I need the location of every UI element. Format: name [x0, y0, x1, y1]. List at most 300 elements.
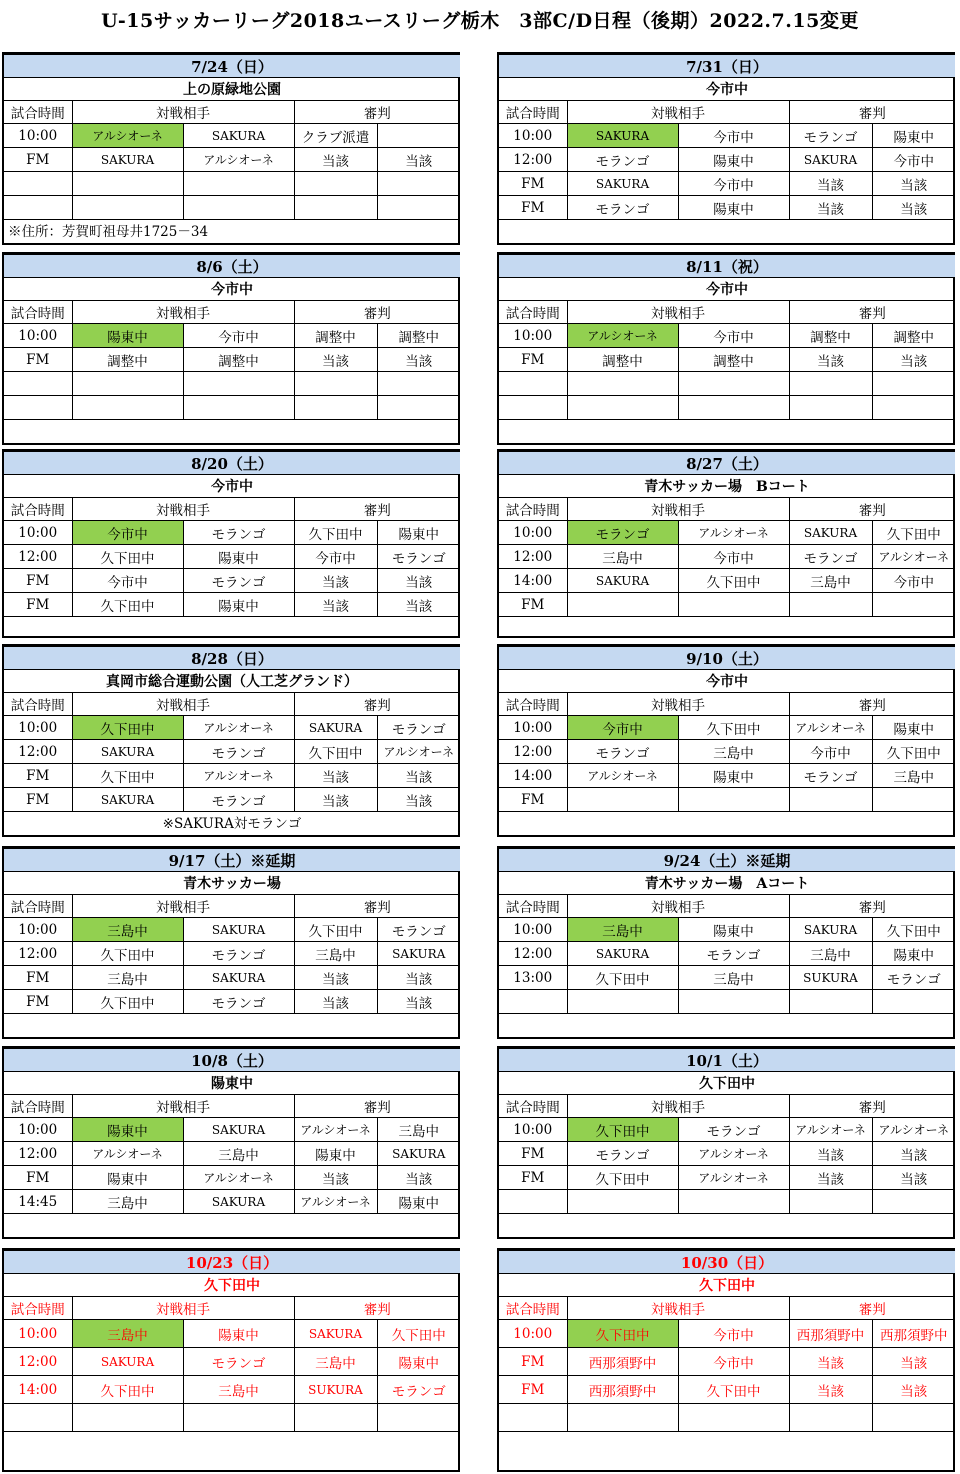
time-header: 試合時間 [4, 1095, 72, 1118]
referee-cell-2 [872, 1190, 955, 1214]
time-cell: 14:45 [4, 1190, 72, 1214]
home-team-cell: 久下田中 [567, 1166, 678, 1190]
time-cell: 10:00 [4, 1320, 72, 1348]
opponents-header: 対戦相手 [72, 101, 294, 124]
referee-cell-1 [789, 990, 872, 1014]
time-cell: FM [4, 569, 72, 593]
match-date: 8/20（土） [4, 452, 460, 475]
referee-cell-2: 久下田中 [872, 740, 955, 764]
time-cell: FM [4, 966, 72, 990]
note-row [499, 1014, 955, 1035]
referee-cell-1: SAKURA [789, 521, 872, 545]
time-cell [499, 990, 567, 1014]
away-team-cell: 久下田中 [678, 716, 789, 740]
table-row [4, 148, 460, 172]
venue-name: 今市中 [499, 78, 955, 101]
referee-cell-2: 当該 [377, 593, 460, 617]
home-team-cell: 久下田中 [567, 1118, 678, 1142]
home-team-cell [567, 1190, 678, 1214]
away-team-cell [678, 788, 789, 812]
away-team-cell: SAKURA [183, 1190, 294, 1214]
schedule-block [2, 1248, 460, 1472]
away-team-cell: アルシオーネ [678, 1142, 789, 1166]
table-row [499, 1376, 955, 1404]
referee-cell-1: モランゴ [789, 545, 872, 569]
away-team-cell: 陽東中 [678, 918, 789, 942]
time-cell: 10:00 [499, 1320, 567, 1348]
table-row [499, 348, 955, 372]
home-team-cell: 久下田中 [72, 1376, 183, 1404]
referee-cell-1: 当該 [294, 348, 377, 372]
away-team-cell: SAKURA [183, 966, 294, 990]
referee-cell-2 [872, 1404, 955, 1432]
table-row [4, 348, 460, 372]
referee-header: 審判 [294, 895, 460, 918]
table-row [4, 396, 460, 420]
match-date: 10/8（土） [4, 1049, 460, 1072]
away-team-cell: 久下田中 [678, 569, 789, 593]
match-date: 8/6（土） [4, 255, 460, 278]
referee-cell-2: アルシオーネ [872, 545, 955, 569]
venue-name: 久下田中 [499, 1072, 955, 1095]
referee-cell-2: 三島中 [377, 1118, 460, 1142]
home-team-cell: 久下田中 [72, 942, 183, 966]
away-team-cell: 三島中 [678, 966, 789, 990]
home-team-cell: モランゴ [567, 148, 678, 172]
note-row [499, 812, 955, 833]
match-date: 10/30（日） [499, 1251, 955, 1274]
referee-cell-1: 当該 [789, 348, 872, 372]
referee-cell-1: 当該 [789, 196, 872, 220]
away-team-cell: 今市中 [678, 172, 789, 196]
referee-cell-2: 今市中 [872, 148, 955, 172]
referee-cell-2: アルシオーネ [377, 740, 460, 764]
home-team-cell [567, 1404, 678, 1432]
time-cell: 10:00 [4, 716, 72, 740]
venue-name: 青木サッカー場 Bコート [499, 475, 955, 498]
home-team-cell: SAKURA [72, 740, 183, 764]
away-team-cell [678, 1190, 789, 1214]
home-team-cell: 三島中 [72, 966, 183, 990]
home-team-cell: 西那須野中 [567, 1348, 678, 1376]
opponents-header: 対戦相手 [567, 498, 789, 521]
schedule-block [2, 52, 460, 245]
away-team-cell: アルシオーネ [183, 1166, 294, 1190]
time-cell: 12:00 [499, 545, 567, 569]
home-team-cell: 久下田中 [72, 764, 183, 788]
table-row [499, 593, 955, 617]
referee-cell-2: 当該 [872, 172, 955, 196]
home-team-cell: アルシオーネ [72, 124, 183, 148]
referee-cell-1: SUKURA [789, 966, 872, 990]
table-row [4, 716, 460, 740]
referee-cell-2: SAKURA [377, 1142, 460, 1166]
table-row [4, 788, 460, 812]
referee-header: 審判 [789, 101, 955, 124]
time-cell: 10:00 [499, 124, 567, 148]
referee-cell-1: 三島中 [789, 942, 872, 966]
time-cell [499, 1190, 567, 1214]
referee-cell-2 [872, 593, 955, 617]
table-row [4, 740, 460, 764]
time-cell: 10:00 [4, 1118, 72, 1142]
home-team-cell [567, 788, 678, 812]
schedule-block [2, 252, 460, 445]
home-team-cell: 三島中 [72, 1320, 183, 1348]
schedule-block [497, 52, 955, 245]
note-row [499, 1214, 955, 1235]
time-cell: 12:00 [4, 1142, 72, 1166]
table-row [4, 918, 460, 942]
time-cell: 12:00 [4, 942, 72, 966]
referee-cell-2: 西那須野中 [872, 1320, 955, 1348]
referee-header: 審判 [789, 895, 955, 918]
note-row: ※SAKURA対モランゴ [4, 812, 460, 833]
home-team-cell: SAKURA [72, 148, 183, 172]
referee-cell-1: 当該 [789, 1166, 872, 1190]
referee-cell-1: 三島中 [294, 1348, 377, 1376]
home-team-cell: モランゴ [567, 521, 678, 545]
referee-cell-1 [789, 788, 872, 812]
table-row [499, 1142, 955, 1166]
table-row [499, 764, 955, 788]
away-team-cell [183, 1404, 294, 1432]
referee-cell-2: 当該 [377, 788, 460, 812]
referee-cell-2: 陽東中 [872, 716, 955, 740]
time-cell: FM [4, 148, 72, 172]
table-row [499, 1404, 955, 1432]
time-header: 試合時間 [4, 693, 72, 716]
home-team-cell: 久下田中 [567, 1320, 678, 1348]
away-team-cell: 調整中 [678, 348, 789, 372]
time-cell: 10:00 [4, 918, 72, 942]
referee-cell-2 [377, 372, 460, 396]
referee-cell-2: 久下田中 [872, 918, 955, 942]
table-row [4, 569, 460, 593]
away-team-cell: 陽東中 [678, 196, 789, 220]
referee-cell-2: 当該 [377, 148, 460, 172]
referee-cell-1: SAKURA [294, 716, 377, 740]
referee-cell-2: 調整中 [872, 324, 955, 348]
opponents-header: 対戦相手 [567, 1095, 789, 1118]
home-team-cell [72, 172, 183, 196]
home-team-cell: 久下田中 [72, 593, 183, 617]
away-team-cell: 今市中 [678, 1348, 789, 1376]
away-team-cell: 今市中 [678, 545, 789, 569]
note-row [499, 1432, 955, 1453]
home-team-cell: 久下田中 [72, 716, 183, 740]
time-cell: FM [4, 1166, 72, 1190]
home-team-cell: 西那須野中 [567, 1376, 678, 1404]
referee-cell-2: 当該 [377, 764, 460, 788]
referee-cell-1 [294, 196, 377, 220]
opponents-header: 対戦相手 [567, 693, 789, 716]
table-row [499, 196, 955, 220]
referee-cell-2 [377, 124, 460, 148]
referee-cell-1 [294, 172, 377, 196]
time-cell: FM [499, 172, 567, 196]
away-team-cell: モランゴ [183, 569, 294, 593]
table-row [4, 124, 460, 148]
referee-cell-1: 三島中 [294, 942, 377, 966]
time-cell: FM [499, 1142, 567, 1166]
away-team-cell: モランゴ [678, 1118, 789, 1142]
time-cell: 14:00 [4, 1376, 72, 1404]
match-date: 10/1（土） [499, 1049, 955, 1072]
away-team-cell: 三島中 [678, 740, 789, 764]
table-row [499, 148, 955, 172]
referee-cell-1 [294, 372, 377, 396]
referee-cell-2: モランゴ [377, 1376, 460, 1404]
table-row [499, 569, 955, 593]
time-cell: 10:00 [4, 521, 72, 545]
away-team-cell: 三島中 [183, 1376, 294, 1404]
venue-name: 今市中 [499, 278, 955, 301]
time-cell: FM [499, 788, 567, 812]
referee-cell-1: 当該 [294, 148, 377, 172]
table-row [499, 918, 955, 942]
time-cell [4, 396, 72, 420]
note-row [4, 1214, 460, 1235]
time-cell [4, 1404, 72, 1432]
referee-cell-1: 当該 [294, 990, 377, 1014]
referee-cell-2: 陽東中 [872, 124, 955, 148]
table-row [499, 124, 955, 148]
away-team-cell [183, 196, 294, 220]
referee-cell-1: モランゴ [789, 124, 872, 148]
referee-cell-1: クラブ派遣 [294, 124, 377, 148]
match-date: 9/24（土）※延期 [499, 849, 955, 872]
time-header: 試合時間 [499, 498, 567, 521]
table-row [499, 1320, 955, 1348]
time-cell: FM [499, 1348, 567, 1376]
referee-cell-2: 当該 [872, 1166, 955, 1190]
home-team-cell: 陽東中 [72, 1166, 183, 1190]
table-row [4, 990, 460, 1014]
table-row [499, 521, 955, 545]
away-team-cell: アルシオーネ [183, 716, 294, 740]
time-header: 試合時間 [4, 301, 72, 324]
home-team-cell [72, 1404, 183, 1432]
match-date: 9/10（土） [499, 647, 955, 670]
away-team-cell [183, 372, 294, 396]
home-team-cell: 三島中 [567, 545, 678, 569]
referee-cell-1: 当該 [789, 1376, 872, 1404]
away-team-cell: モランゴ [183, 740, 294, 764]
referee-cell-1: 調整中 [294, 324, 377, 348]
page-title: U-15サッカーリーグ2018ユースリーグ栃木 3部C/D日程（後期）2022.7.15変更 [101, 10, 859, 32]
home-team-cell: 陽東中 [72, 1118, 183, 1142]
referee-cell-2: 当該 [377, 966, 460, 990]
home-team-cell: SAKURA [567, 124, 678, 148]
table-row [499, 545, 955, 569]
referee-header: 審判 [789, 693, 955, 716]
venue-name: 青木サッカー場 [4, 872, 460, 895]
away-team-cell: 陽東中 [183, 545, 294, 569]
home-team-cell: モランゴ [567, 740, 678, 764]
venue-name: 今市中 [499, 670, 955, 693]
referee-cell-2: 陽東中 [872, 942, 955, 966]
referee-cell-1: 今市中 [294, 545, 377, 569]
table-row [499, 1190, 955, 1214]
time-cell [499, 396, 567, 420]
match-date: 10/23（日） [4, 1251, 460, 1274]
away-team-cell: モランゴ [183, 942, 294, 966]
away-team-cell [183, 172, 294, 196]
time-cell: 10:00 [4, 124, 72, 148]
table-row [4, 372, 460, 396]
referee-cell-2 [377, 396, 460, 420]
table-row [4, 196, 460, 220]
home-team-cell: モランゴ [567, 1142, 678, 1166]
away-team-cell: 陽東中 [183, 1320, 294, 1348]
referee-cell-1: 久下田中 [294, 521, 377, 545]
time-cell: 12:00 [499, 942, 567, 966]
table-row [4, 1376, 460, 1404]
time-cell: FM [4, 593, 72, 617]
referee-cell-2: 当該 [872, 348, 955, 372]
referee-cell-2: 当該 [377, 348, 460, 372]
schedule-block [2, 846, 460, 1039]
referee-cell-1: 調整中 [789, 324, 872, 348]
time-cell: 12:00 [499, 740, 567, 764]
referee-cell-2: 当該 [872, 1142, 955, 1166]
home-team-cell: 三島中 [72, 1190, 183, 1214]
referee-cell-2: モランゴ [377, 918, 460, 942]
match-date: 8/27（土） [499, 452, 955, 475]
table-row [499, 324, 955, 348]
away-team-cell: アルシオーネ [678, 1166, 789, 1190]
time-header: 試合時間 [4, 895, 72, 918]
away-team-cell [678, 990, 789, 1014]
time-cell: FM [4, 764, 72, 788]
home-team-cell [72, 396, 183, 420]
time-cell: FM [499, 1166, 567, 1190]
venue-name: 上の原緑地公園 [4, 78, 460, 101]
match-date: 7/31（日） [499, 55, 955, 78]
home-team-cell: 三島中 [567, 918, 678, 942]
table-row [4, 521, 460, 545]
away-team-cell: モランゴ [183, 521, 294, 545]
table-row [499, 396, 955, 420]
away-team-cell: 今市中 [678, 124, 789, 148]
schedule-block [497, 846, 955, 1039]
referee-header: 審判 [294, 693, 460, 716]
time-cell: 10:00 [499, 918, 567, 942]
referee-cell-2: 久下田中 [377, 1320, 460, 1348]
time-cell: 10:00 [499, 324, 567, 348]
away-team-cell: 今市中 [183, 324, 294, 348]
home-team-cell: 陽東中 [72, 324, 183, 348]
table-row [4, 1118, 460, 1142]
away-team-cell: モランゴ [183, 788, 294, 812]
match-date: 8/28（日） [4, 647, 460, 670]
home-team-cell: アルシオーネ [567, 324, 678, 348]
away-team-cell: SAKURA [183, 124, 294, 148]
away-team-cell: 調整中 [183, 348, 294, 372]
referee-cell-2: 当該 [872, 196, 955, 220]
away-team-cell: SAKURA [183, 1118, 294, 1142]
referee-cell-2 [872, 372, 955, 396]
time-cell: 14:00 [499, 569, 567, 593]
home-team-cell: 調整中 [567, 348, 678, 372]
time-cell: 13:00 [499, 966, 567, 990]
time-cell: FM [499, 196, 567, 220]
table-row [4, 545, 460, 569]
match-date: 9/17（土）※延期 [4, 849, 460, 872]
note-row [499, 420, 955, 441]
schedule-block [497, 1046, 955, 1239]
time-header: 試合時間 [4, 1297, 72, 1320]
referee-cell-2 [377, 1404, 460, 1432]
table-row [499, 172, 955, 196]
referee-cell-1: 当該 [294, 788, 377, 812]
opponents-header: 対戦相手 [567, 895, 789, 918]
away-team-cell: 陽東中 [678, 764, 789, 788]
note-row [499, 617, 955, 638]
referee-cell-1: アルシオーネ [789, 1118, 872, 1142]
note-row [4, 617, 460, 638]
home-team-cell: アルシオーネ [567, 764, 678, 788]
referee-cell-1: SUKURA [294, 1376, 377, 1404]
opponents-header: 対戦相手 [72, 1297, 294, 1320]
referee-header: 審判 [294, 1095, 460, 1118]
referee-header: 審判 [294, 301, 460, 324]
referee-header: 審判 [789, 498, 955, 521]
home-team-cell: 久下田中 [72, 990, 183, 1014]
referee-cell-2: 当該 [377, 1166, 460, 1190]
time-header: 試合時間 [4, 101, 72, 124]
opponents-header: 対戦相手 [567, 1297, 789, 1320]
venue-name: 青木サッカー場 Aコート [499, 872, 955, 895]
time-cell: 10:00 [499, 1118, 567, 1142]
referee-cell-2: 陽東中 [377, 1348, 460, 1376]
home-team-cell: 三島中 [72, 918, 183, 942]
venue-name: 陽東中 [4, 1072, 460, 1095]
away-team-cell: 今市中 [678, 324, 789, 348]
referee-cell-1: アルシオーネ [294, 1190, 377, 1214]
away-team-cell: 今市中 [678, 1320, 789, 1348]
referee-cell-1: SAKURA [294, 1320, 377, 1348]
home-team-cell: モランゴ [567, 196, 678, 220]
referee-cell-1: 久下田中 [294, 918, 377, 942]
time-cell: FM [499, 593, 567, 617]
table-row [4, 1142, 460, 1166]
table-row [4, 593, 460, 617]
table-row [499, 788, 955, 812]
venue-name: 今市中 [4, 475, 460, 498]
time-cell [4, 196, 72, 220]
home-team-cell: 久下田中 [72, 545, 183, 569]
table-row [4, 764, 460, 788]
time-header: 試合時間 [499, 1297, 567, 1320]
time-cell: 10:00 [499, 716, 567, 740]
referee-cell-1: SAKURA [789, 918, 872, 942]
schedule-block [497, 1248, 955, 1472]
table-row [4, 1320, 460, 1348]
table-row [499, 716, 955, 740]
referee-cell-1: 当該 [294, 1166, 377, 1190]
referee-cell-1: 久下田中 [294, 740, 377, 764]
opponents-header: 対戦相手 [567, 101, 789, 124]
home-team-cell: 今市中 [567, 716, 678, 740]
schedule-block [2, 644, 460, 837]
time-cell: 12:00 [4, 1348, 72, 1376]
home-team-cell: SAKURA [72, 1348, 183, 1376]
venue-name: 今市中 [4, 278, 460, 301]
home-team-cell [72, 196, 183, 220]
time-header: 試合時間 [499, 895, 567, 918]
